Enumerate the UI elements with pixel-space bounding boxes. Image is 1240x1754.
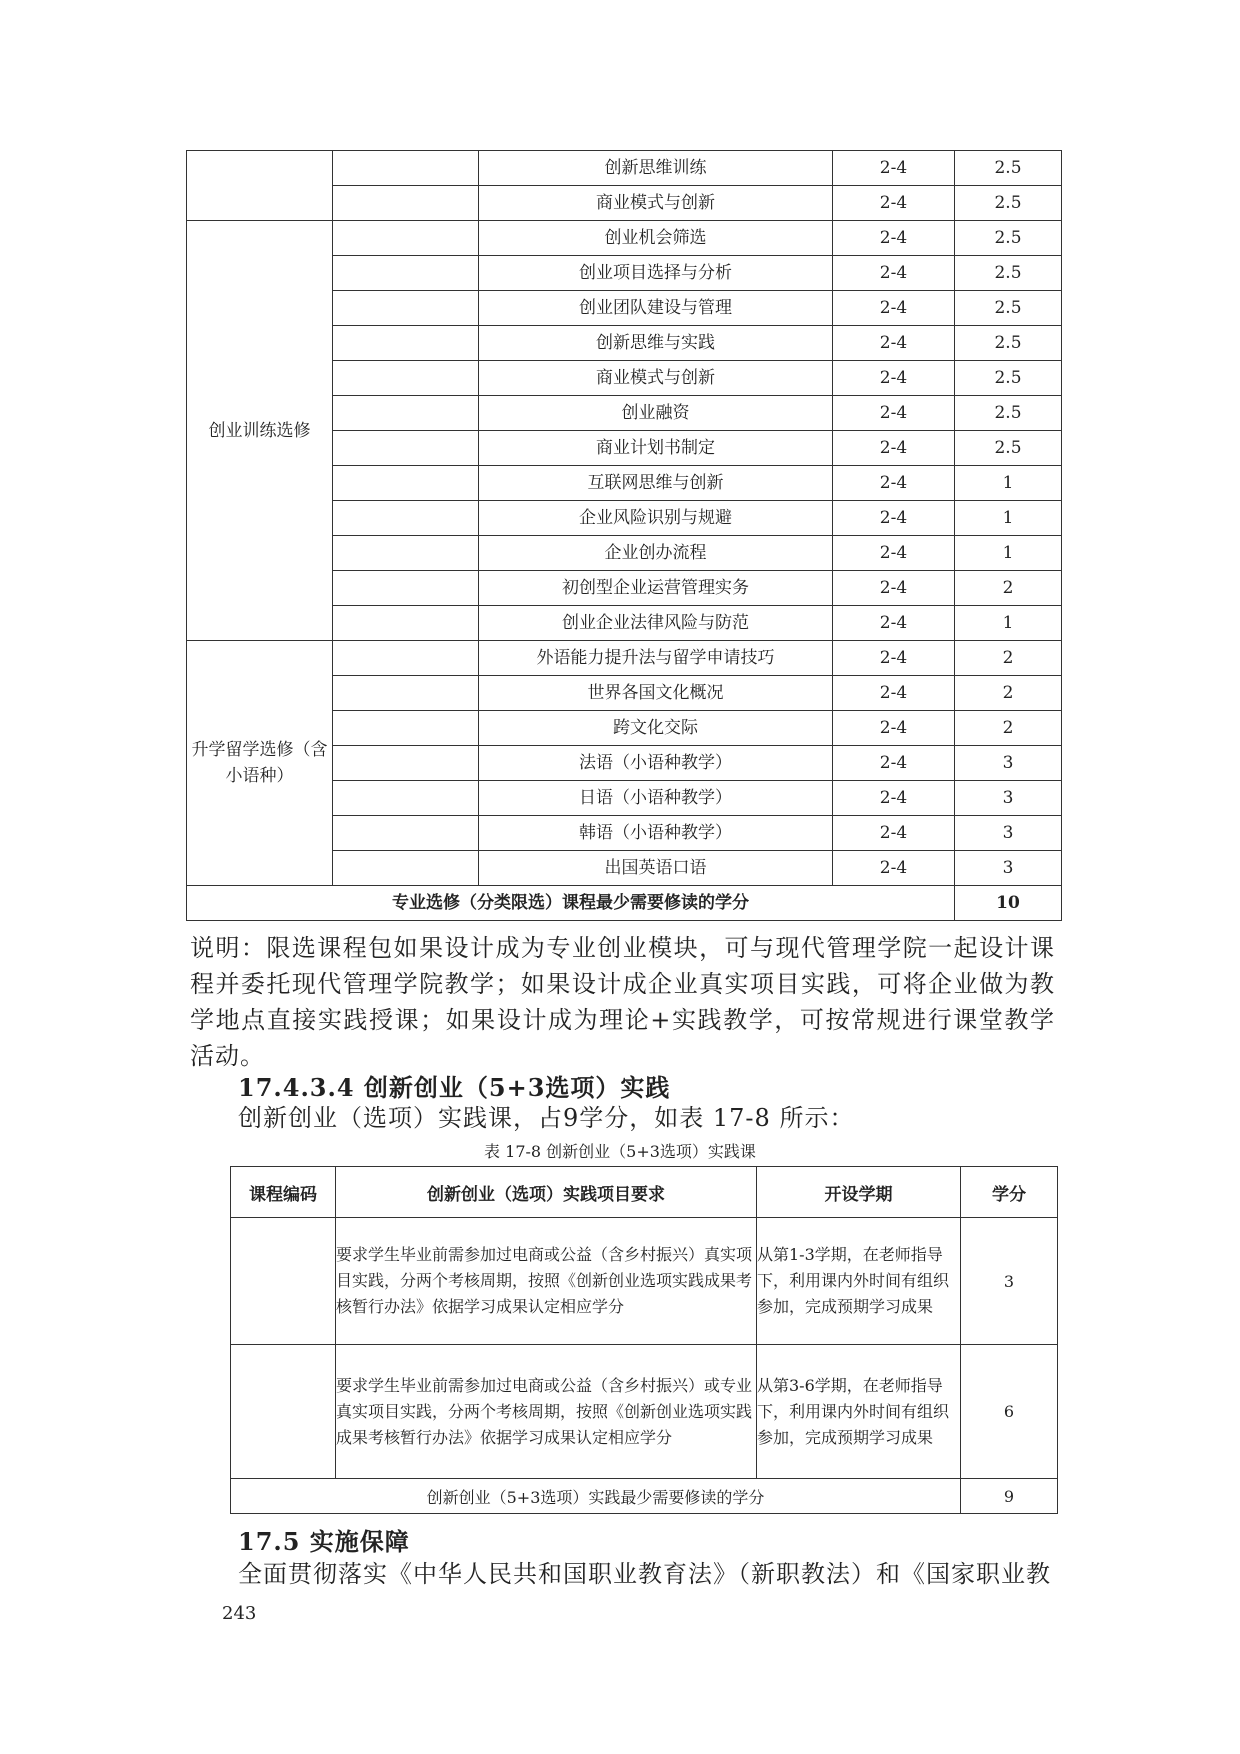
group-cell-empty [187,151,333,221]
course-name: 出国英语口语 [479,851,833,886]
credit: 2.5 [955,326,1062,361]
course-code [231,1345,336,1479]
credit: 6 [961,1345,1058,1479]
semester: 2-4 [833,256,955,291]
note-paragraph: 说明：限选课程包如果设计成为专业创业模块，可与现代管理学院一起设计课程并委托现代管理学院教学；如果设计成企业真实项目实践，可将企业做为教学地点直接实践授课；如果设计成为理论+实践教学，可按常规进行课堂教学活动。 [190,934,1055,1070]
course-name: 商业计划书制定 [479,431,833,466]
credit: 1 [955,606,1062,641]
semester: 2-4 [833,571,955,606]
total-credit: 10 [955,886,1062,921]
semester: 2-4 [833,466,955,501]
group-label-training: 创业训练选修 [187,221,333,641]
course-name: 互联网思维与创新 [479,466,833,501]
header-requirement: 创新创业（选项）实践项目要求 [336,1167,757,1218]
section-heading-17-4-3-4: 17.4.3.4 创新创业（5+3选项）实践 [238,1073,671,1102]
credit: 2.5 [955,151,1062,186]
credit: 3 [955,781,1062,816]
credit: 2.5 [955,396,1062,431]
course-name: 创业机会筛选 [479,221,833,256]
credit: 1 [955,536,1062,571]
course-name: 韩语（小语种教学） [479,816,833,851]
semester: 2-4 [833,361,955,396]
semester-text: 从第3-6学期，在老师指导下，利用课内外时间有组织参加，完成预期学习成果 [757,1345,961,1479]
credit: 2.5 [955,221,1062,256]
credit: 2.5 [955,361,1062,396]
credit: 2.5 [955,431,1062,466]
semester: 2-4 [833,431,955,466]
header-semester: 开设学期 [757,1167,961,1218]
semester: 2-4 [833,291,955,326]
semester: 2-4 [833,536,955,571]
table-caption: 表 17-8 创新创业（5+3选项）实践课 [484,1142,756,1161]
semester: 2-4 [833,781,955,816]
header-credit: 学分 [961,1167,1058,1218]
semester: 2-4 [833,676,955,711]
section-heading-17-5: 17.5 实施保障 [238,1527,410,1556]
semester: 2-4 [833,816,955,851]
total-credit: 9 [961,1479,1058,1514]
course-code [231,1218,336,1345]
table-header-row [231,1167,1058,1218]
course-name: 日语（小语种教学） [479,781,833,816]
course-name: 创业融资 [479,396,833,431]
section-intro: 创新创业（选项）实践课，占9学分，如表 17-8 所示： [238,1104,855,1132]
semester: 2-4 [833,746,955,781]
table-total-row [231,1479,1058,1514]
credit: 3 [955,746,1062,781]
semester: 2-4 [833,151,955,186]
course-name: 创业项目选择与分析 [479,256,833,291]
table-row [187,151,1062,186]
semester: 2-4 [833,326,955,361]
semester: 2-4 [833,641,955,676]
semester-text: 从第1-3学期，在老师指导下，利用课内外时间有组织参加，完成预期学习成果 [757,1218,961,1345]
semester: 2-4 [833,396,955,431]
credit: 3 [955,816,1062,851]
credit: 3 [955,851,1062,886]
requirement-text: 要求学生毕业前需参加过电商或公益（含乡村振兴）或专业真实项目实践，分两个考核周期，按照《创新创业选项实践成果考核暂行办法》依据学习成果认定相应学分 [336,1345,757,1479]
course-name: 跨文化交际 [479,711,833,746]
practice-course-table [230,1166,1058,1514]
credit: 2 [955,571,1062,606]
course-name: 外语能力提升法与留学申请技巧 [479,641,833,676]
semester: 2-4 [833,501,955,536]
credit: 2 [955,711,1062,746]
course-name: 企业创办流程 [479,536,833,571]
credit: 1 [955,501,1062,536]
semester: 2-4 [833,186,955,221]
elective-courses-table [186,150,1062,921]
course-name: 初创型企业运营管理实务 [479,571,833,606]
credit: 2 [955,641,1062,676]
course-name: 商业模式与创新 [479,361,833,396]
course-name: 企业风险识别与规避 [479,501,833,536]
semester: 2-4 [833,851,955,886]
course-name: 创业团队建设与管理 [479,291,833,326]
credit: 1 [955,466,1062,501]
table-row [187,641,1062,676]
course-name: 世界各国文化概况 [479,676,833,711]
table-total-row [187,886,1062,921]
table-row [231,1345,1058,1479]
course-name: 创新思维与实践 [479,326,833,361]
total-label: 专业选修（分类限选）课程最少需要修读的学分 [187,886,955,921]
table-row [187,221,1062,256]
course-name: 创新思维训练 [479,151,833,186]
requirement-text: 要求学生毕业前需参加过电商或公益（含乡村振兴）真实项目实践，分两个考核周期，按照《创新创业选项实践成果考核暂行办法》依据学习成果认定相应学分 [336,1218,757,1345]
page-number: 243 [222,1603,257,1624]
total-label: 创新创业（5+3选项）实践最少需要修读的学分 [231,1479,961,1514]
course-name: 法语（小语种教学） [479,746,833,781]
group-label-study-abroad: 升学留学选修（含小语种） [187,641,333,886]
course-name: 创业企业法律风险与防范 [479,606,833,641]
header-code: 课程编码 [231,1167,336,1218]
credit: 2.5 [955,291,1062,326]
credit: 2.5 [955,256,1062,291]
semester: 2-4 [833,711,955,746]
credit: 2.5 [955,186,1062,221]
course-name: 商业模式与创新 [479,186,833,221]
credit: 2 [955,676,1062,711]
semester: 2-4 [833,606,955,641]
credit: 3 [961,1218,1058,1345]
section-17-5-text: 全面贯彻落实《中华人民共和国职业教育法》（新职教法）和《国家职业教 [238,1560,1051,1588]
table-row [231,1218,1058,1345]
semester: 2-4 [833,221,955,256]
